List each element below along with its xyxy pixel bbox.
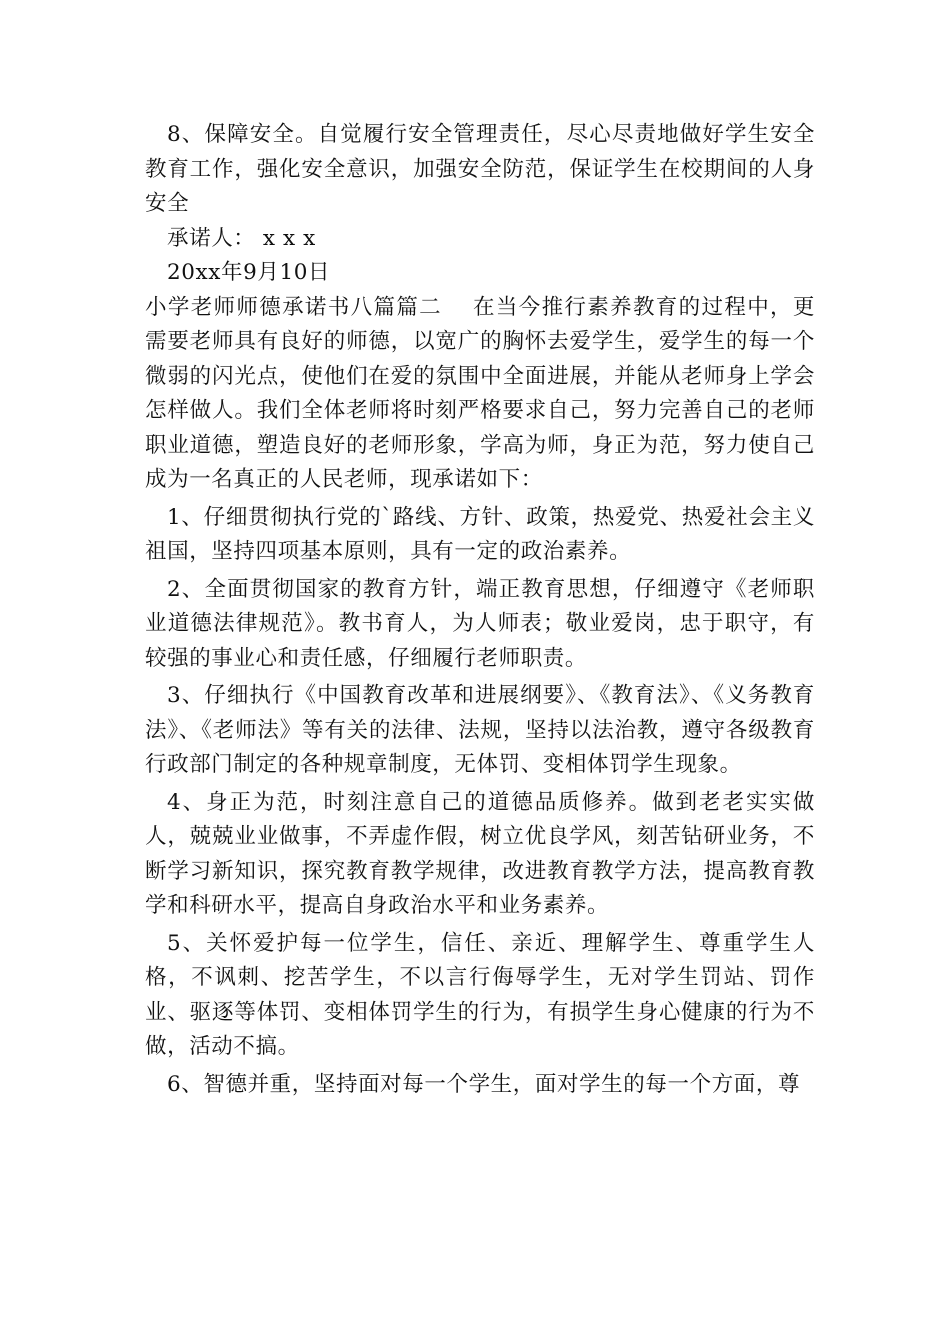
paragraph-item-8-safety: 8、保障安全。自觉履行安全管理责任，尽心尽责地做好学生安全教育工作，强化安全意识，加强安全防范，保证学生在校期间的人身安全	[145, 122, 815, 216]
paragraph-item-4: 4、身正为范，时刻注意自己的道德品质修养。做到老老实实做人，兢兢业业做事，不弄虚作假，树立优良学风，刻苦钻研业务，不断学习新知识，探究教育教学规律，改进教育教学方法，提高教育教学和科研水平，提高自身政治水平和业务素养。	[145, 789, 815, 918]
signatory-line: 承诺人： x x x	[167, 225, 316, 251]
paragraph-item-2: 2、全面贯彻国家的教育方针，端正教育思想，仔细遵守《老师职业道德法律规范》。教书育人，为人师表；敬业爱岗，忠于职守，有较强的事业心和责任感，仔细履行老师职责。	[145, 576, 815, 671]
date-line: 20xx年9月10日	[167, 260, 331, 285]
paragraph-item-5: 5、关怀爱护每一位学生，信任、亲近、理解学生、尊重学生人格，不讽刺、挖苦学生，不以言行侮辱学生，无对学生罚站、罚作业、驱逐等体罚、变相体罚学生的行为，有损学生身心健康的行为不做，活动不搞。	[145, 930, 815, 1059]
paragraph-item-1: 1、仔细贯彻执行党的`路线、方针、政策，热爱党、热爱社会主义祖国，坚持四项基本原则，具有一定的政治素养。	[145, 504, 815, 564]
document-body	[145, 118, 815, 1102]
section-intro-paragraph: 小学老师师德承诺书八篇篇二 在当今推行素养教育的过程中，更需要老师具有良好的师德，以宽广的胸怀去爱学生，爱学生的每一个微弱的闪光点，使他们在爱的氛围中全面进展，并能从老师身上学会怎样做人。我们全体老师将时刻严格要求自己，努力完善自己的老师职业道德，塑造良好的老师形象，学高为师，身正为范，努力使自己成为一名真正的人民老师，现承诺如下：	[145, 294, 815, 492]
paragraph-item-3: 3、仔细执行《中国教育改革和进展纲要》、《教育法》、《义务教育法》、《老师法》等有关的法律、法规，坚持以法治教，遵守各级教育行政部门制定的各种规章制度，无体罚、变相体罚学生现象。	[145, 683, 815, 777]
paragraph-item-6: 6、智德并重，坚持面对每一个学生，面对学生的每一个方面，尊	[167, 1071, 801, 1097]
